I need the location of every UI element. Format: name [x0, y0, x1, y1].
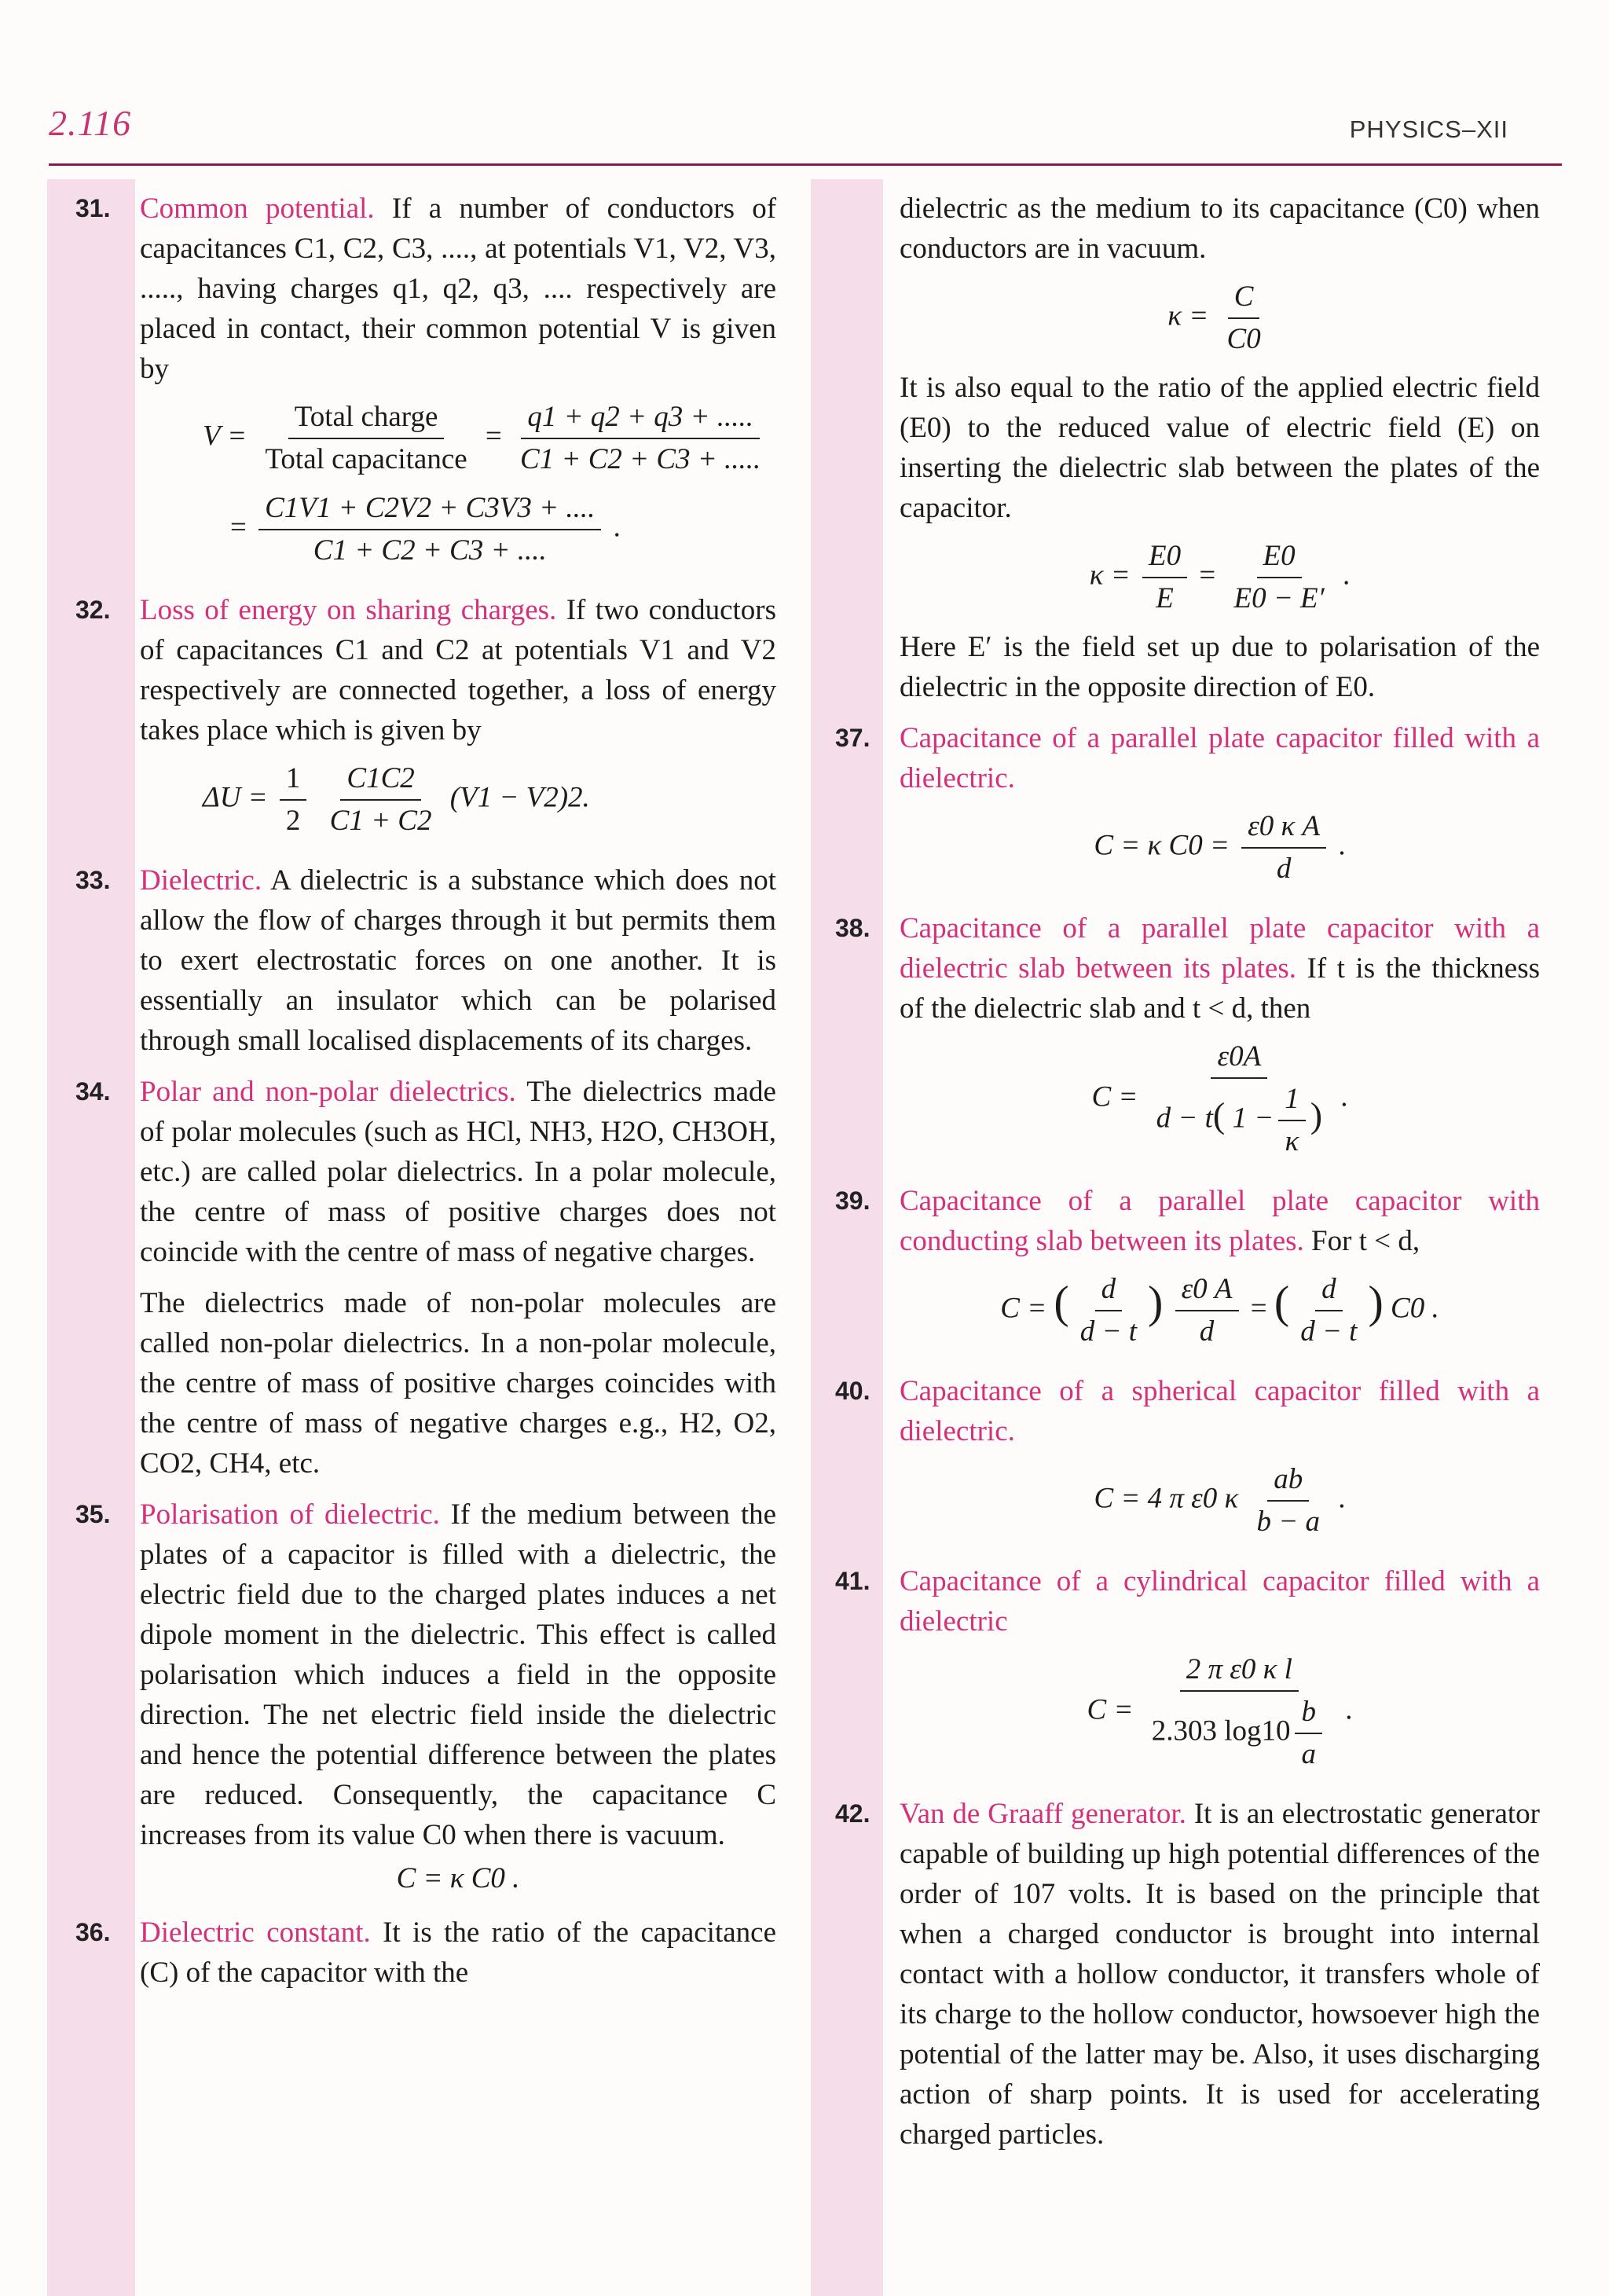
item-heading: Common potential.	[140, 193, 375, 225]
item-number: 38.	[835, 914, 870, 942]
item-number: 35.	[75, 1500, 111, 1528]
item-number: 36.	[75, 1918, 111, 1946]
fraction: 2 π ε0 κ l 2.303 log10 $\frac{b}{a}$	[1145, 1649, 1333, 1775]
item-number: 31.	[75, 194, 111, 222]
equation-spherical: C = 4 π ε0 κ $\frac{ab}{b - a}$ .	[900, 1459, 1540, 1542]
item-36-continued	[900, 189, 1540, 707]
fraction: $\frac{\varepsilon 0 A}{d}$	[1175, 1269, 1239, 1352]
item-32	[75, 590, 776, 842]
item-number: 34.	[75, 1077, 111, 1106]
item-40	[835, 1371, 1540, 1542]
fraction: $\frac{E0}{E0 - E'}$	[1227, 536, 1330, 619]
item-text: The dielectrics made of polar molecules (such as HCl, NH3, H2O, CH3OH, etc.) are called polar dielectrics. In a polar molecule, the centre of mass of positive charges does not coincide with the centre of mass of negative charges.	[140, 1076, 776, 1268]
fraction: $\frac{ab}{b - a}$	[1251, 1459, 1326, 1542]
equation-common-potential-2: = $\frac{C1V1 + C2V2 + C3V3 + ....}{C1 + C2 + C3 + ....}$ .	[140, 488, 776, 571]
item-number: 42.	[835, 1799, 870, 1828]
header-rule	[49, 163, 1562, 166]
item-37	[835, 718, 1540, 889]
item-text: If the medium between the plates of a capacitor is filled with a dielectric, the electric field due to the charged plates induces a net dipole moment in the dielectric. This effect is called polarisation which induces a field in the opposite direction. The net electric field inside the dielectric and hence the potential difference between the plates are reduced. Consequently, the capacitance C increases from its value C0 when there is vacuum.	[140, 1498, 777, 1851]
item-42	[835, 1794, 1541, 2155]
fraction: $\frac{C1V1 + C2V2 + C3V3 + ....}{C1 + C2 + C3 + ....}$	[258, 488, 601, 571]
item-heading: Capacitance of a parallel plate capacitor filled with a dielectric.	[900, 722, 1540, 794]
margin-band-middle	[811, 179, 883, 2296]
item-heading: Dielectric constant.	[140, 1916, 371, 1949]
item-text: dielectric as the medium to its capacitance (C0) when conductors are in vacuum.	[900, 193, 1540, 265]
item-number: 39.	[835, 1187, 870, 1215]
equation-energy-loss: ΔU = $\frac{1}{2}$ $\frac{C1C2}{C1 + C2}$ (V1 − V2)2.	[140, 758, 776, 842]
item-number: 40.	[835, 1377, 870, 1405]
equation-common-potential: V = $\frac{\text{Total charge}}{\text{Total capacitance}}$ = $\frac{q1 + q2 + q3 + .....}{C1 + C2 + C3 + .....}$	[140, 397, 776, 480]
item-number: 33.	[75, 866, 111, 894]
item-41	[835, 1561, 1540, 1775]
item-34	[75, 1072, 776, 1484]
item-number: 37.	[835, 724, 870, 752]
item-35	[75, 1495, 777, 1898]
item-text: If t is the thickness of the dielectric slab and t < d, then	[900, 952, 1540, 1025]
item-33	[75, 860, 776, 1061]
fraction: $\frac{C}{C0}$	[1221, 277, 1267, 360]
item-text: If a number of conductors of capacitances C1, C2, C3, ...., at potentials V1, V2, V3, ....., having charges q1, q2, q3, .... respectively are placed in contact, their common potential V is given by	[140, 193, 777, 385]
equation-dielectric-constant: κ = $\frac{C}{C0}$	[900, 277, 1540, 360]
fraction: $\frac{1}{\kappa}$	[1278, 1079, 1306, 1162]
fraction: $\frac{\text{ε0 κ A}}{d}$	[1241, 806, 1326, 889]
margin-band-left	[47, 179, 135, 2296]
page-number: 2.116	[49, 103, 132, 143]
fraction: $\frac{E0}{E}$	[1142, 536, 1187, 619]
left-column	[75, 189, 777, 1993]
item-text: If two conductors of capacitances C1 and C2 at potentials V1 and V2 respectively are connected together, a loss of energy takes place which is given by	[140, 594, 776, 746]
item-38	[835, 908, 1540, 1162]
item-heading: Capacitance of a parallel plate capacitor with a dielectric slab between its plates.	[900, 912, 1540, 985]
fraction: ε0A d − t( 1 − $\frac{1}{\kappa}$ )	[1150, 1036, 1329, 1162]
item-heading: Dielectric.	[140, 864, 262, 897]
item-number: 41.	[835, 1567, 870, 1595]
item-heading: Loss of energy on sharing charges.	[140, 594, 557, 626]
equation-conducting-slab: C = ( $\frac{d}{d - t}$ ) $\frac{\varepsilon 0 A}{d}$ = ( $\frac{d}{d - t}$ ) C0 .	[900, 1269, 1540, 1352]
fraction: $\frac{1}{2}$	[280, 758, 307, 842]
item-number: 32.	[75, 596, 111, 624]
fraction: $\frac{d}{d - t}$	[1074, 1269, 1143, 1352]
item-36	[75, 1913, 777, 1993]
item-text-2: It is also equal to the ratio of the applied electric field (E0) to the reduced value of electric field (E) on inserting the dielectric slab between the plates of the capacitor.	[900, 372, 1540, 524]
item-heading: Van de Graaff generator.	[900, 1798, 1186, 1830]
equation-field-ratio: κ = $\frac{E0}{E}$ = $\frac{E0}{E0 - E'}$ .	[900, 536, 1540, 619]
equation-cylindrical: C = 2 π ε0 κ l 2.303 log10 $\frac{b}{a}$ .	[900, 1649, 1540, 1775]
equation-polarisation: C = κ C0 .	[396, 1862, 520, 1894]
item-heading: Polarisation of dielectric.	[140, 1498, 440, 1531]
right-column	[835, 189, 1541, 2155]
item-heading: Polar and non-polar dielectrics.	[140, 1076, 516, 1108]
item-39	[835, 1181, 1540, 1352]
fraction: $\frac{C1C2}{C1 + C2}$	[324, 758, 438, 842]
fraction: $\frac{\text{Total charge}}{\text{Total capacitance}}$	[258, 397, 473, 480]
equation-dielectric-slab: C = ε0A d − t( 1 − $\frac{1}{\kappa}$ ) .	[900, 1036, 1540, 1162]
item-heading: Capacitance of a parallel plate capacitor with conducting slab between its plates.	[900, 1185, 1540, 1257]
item-text: It is the ratio of the capacitance (C) of the capacitor with the	[140, 1916, 777, 1989]
item-heading: Capacitance of a spherical capacitor filled with a dielectric.	[900, 1375, 1540, 1447]
item-31	[75, 189, 777, 571]
item-text: A dielectric is a substance which does not allow the flow of charges through it but permits them to exert electrostatic forces on one another. It is essentially an insulator which can be polarised through small localised displacements of its charges.	[140, 864, 776, 1057]
fraction: $\frac{b}{a}$	[1295, 1692, 1322, 1775]
item-text-2: The dielectrics made of non-polar molecules are called non-polar dielectrics. In a non-polar molecule, the centre of mass of positive charges coincides with the centre of mass of negative charges e.g., H2, O2, CO2, CH4, etc.	[140, 1287, 776, 1480]
item-text: For t < d,	[1311, 1225, 1420, 1257]
fraction: $\frac{q1 + q2 + q3 + .....}{C1 + C2 + C3 + .....}$	[514, 397, 767, 480]
item-text-3: Here E′ is the field set up due to polarisation of the dielectric in the opposite direction of E0.	[900, 631, 1540, 703]
item-text: It is an electrostatic generator capable of building up high potential differences of the order of 107 volts. It is based on the principle that when a charged conductor is brought into internal contact with a hollow conductor, it transfers whole of its charge to the hollow conductor, howsoever high the potential of the latter may be. Also, it uses discharging action of sharp points. It is used for accelerating charged particles.	[900, 1798, 1541, 2151]
fraction: $\frac{d}{d - t}$	[1294, 1269, 1363, 1352]
equation-parallel-dielectric: C = κ C0 = $\frac{\text{ε0 κ A}}{d}$ .	[900, 806, 1540, 889]
item-heading: Capacitance of a cylindrical capacitor filled with a dielectric	[900, 1565, 1540, 1638]
book-title: PHYSICS–XII	[1349, 116, 1508, 143]
